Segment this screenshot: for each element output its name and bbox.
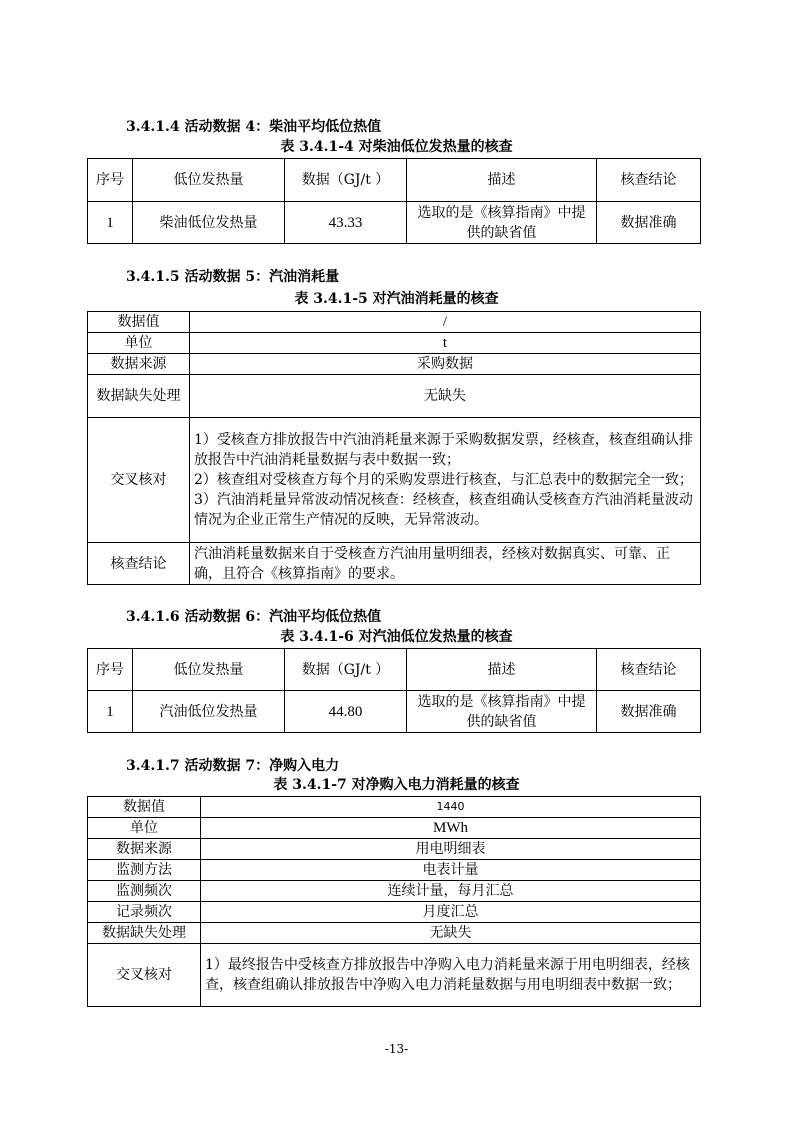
table-row — [88, 923, 701, 944]
row-label: 记录频次 — [88, 902, 201, 923]
table-row — [88, 902, 701, 923]
table-caption: 表 3.4.1-7 对净购入电力消耗量的核查 — [273, 777, 520, 793]
row-value: MWh — [201, 818, 701, 839]
table-cell: 选取的是《核算指南》中提供的缺省值 — [407, 691, 597, 733]
row-value: t — [190, 333, 701, 354]
table-row — [88, 312, 701, 333]
section-heading: 3.4.1.4 活动数据 4：柴油平均低位热值 — [126, 119, 382, 135]
table-row — [88, 418, 701, 543]
gasoline-ncv-table — [87, 648, 701, 733]
section-heading: 3.4.1.7 活动数据 7：净购入电力 — [126, 758, 340, 774]
cross-check-item: 2）核查组对受核查方每个月的采购发票进行核查，与汇总表中的数据完全一致； — [194, 472, 693, 488]
table-row — [88, 860, 701, 881]
row-label: 数据值 — [88, 797, 201, 818]
table-row — [88, 881, 701, 902]
row-label: 交叉核对 — [88, 944, 201, 1007]
row-label: 单位 — [88, 333, 190, 354]
header-cell: 低位发热量 — [133, 159, 285, 202]
header-cell: 低位发热量 — [133, 649, 285, 691]
header-cell: 核查结论 — [597, 649, 701, 691]
table-row — [88, 818, 701, 839]
table-row — [88, 333, 701, 354]
table-row — [88, 839, 701, 860]
table-row — [88, 691, 701, 733]
table-row — [88, 944, 701, 1007]
header-cell: 描述 — [407, 649, 597, 691]
cross-check-item: 3）汽油消耗量异常波动情况核查：经核查，核查组确认受核查方汽油消耗量波动情况为企业正常生产情况的反映，无异常波动。 — [194, 492, 693, 528]
table-row — [88, 375, 701, 418]
table-header-row — [88, 159, 701, 202]
row-label: 数据缺失处理 — [88, 375, 190, 418]
row-value: 采购数据 — [190, 354, 701, 375]
table-row — [88, 797, 701, 818]
row-value: 1440 — [201, 797, 701, 818]
header-cell: 描述 — [407, 159, 597, 202]
row-label: 交叉核对 — [88, 418, 190, 543]
row-label: 核查结论 — [88, 543, 190, 585]
cross-check-item: 1）受核查方排放报告中汽油消耗量来源于采购数据发票，经核查，核查组确认排放报告中汽油消耗量数据与表中数据一致； — [194, 432, 693, 468]
table-cell: 43.33 — [285, 202, 407, 244]
row-label: 监测频次 — [88, 881, 201, 902]
table-caption: 表 3.4.1-6 对汽油低位发热量的核查 — [280, 629, 513, 645]
section-heading: 3.4.1.6 活动数据 6：汽油平均低位热值 — [126, 609, 382, 625]
row-value: 无缺失 — [190, 375, 701, 418]
header-cell: 序号 — [88, 159, 133, 202]
row-value: 月度汇总 — [201, 902, 701, 923]
section-heading: 3.4.1.5 活动数据 5：汽油消耗量 — [126, 269, 340, 285]
gasoline-consumption-table — [87, 311, 701, 585]
table-cell: 选取的是《核算指南》中提供的缺省值 — [407, 202, 597, 244]
row-value: 无缺失 — [201, 923, 701, 944]
table-row — [88, 202, 701, 244]
row-label: 监测方法 — [88, 860, 201, 881]
row-value: / — [190, 312, 701, 333]
row-value: 连续计量，每月汇总 — [201, 881, 701, 902]
cross-check-text — [190, 418, 701, 543]
row-label: 数据值 — [88, 312, 190, 333]
table-cell: 1 — [88, 691, 133, 733]
table-header-row — [88, 649, 701, 691]
header-cell: 数据（GJ/t ） — [285, 159, 407, 202]
table-caption: 表 3.4.1-4 对柴油低位发热量的核查 — [280, 139, 513, 155]
row-label: 数据来源 — [88, 839, 201, 860]
header-cell: 数据（GJ/t ） — [285, 649, 407, 691]
header-cell: 序号 — [88, 649, 133, 691]
table-cell: 44.80 — [285, 691, 407, 733]
header-cell: 核查结论 — [597, 159, 701, 202]
table-cell: 数据准确 — [597, 202, 701, 244]
table-caption: 表 3.4.1-5 对汽油消耗量的核查 — [294, 291, 499, 307]
row-label: 数据缺失处理 — [88, 923, 201, 944]
table-cell: 汽油低位发热量 — [133, 691, 285, 733]
table-cell: 柴油低位发热量 — [133, 202, 285, 244]
purchased-electricity-table — [87, 796, 701, 1007]
row-value: 电表计量 — [201, 860, 701, 881]
table-row — [88, 543, 701, 585]
cross-check-text: 1）最终报告中受核查方排放报告中净购入电力消耗量来源于用电明细表，经核查，核查组确认排放报告中净购入电力消耗量数据与用电明细表中数据一致； — [201, 944, 701, 1007]
table-cell: 数据准确 — [597, 691, 701, 733]
row-label: 单位 — [88, 818, 201, 839]
diesel-ncv-table — [87, 158, 701, 244]
row-value: 用电明细表 — [201, 839, 701, 860]
table-cell: 1 — [88, 202, 133, 244]
page-number: -13- — [384, 1042, 409, 1056]
conclusion-text: 汽油消耗量数据来自于受核查方汽油用量明细表，经核对数据真实、可靠、正确，且符合《核算指南》的要求。 — [190, 543, 701, 585]
table-row — [88, 354, 701, 375]
row-label: 数据来源 — [88, 354, 190, 375]
